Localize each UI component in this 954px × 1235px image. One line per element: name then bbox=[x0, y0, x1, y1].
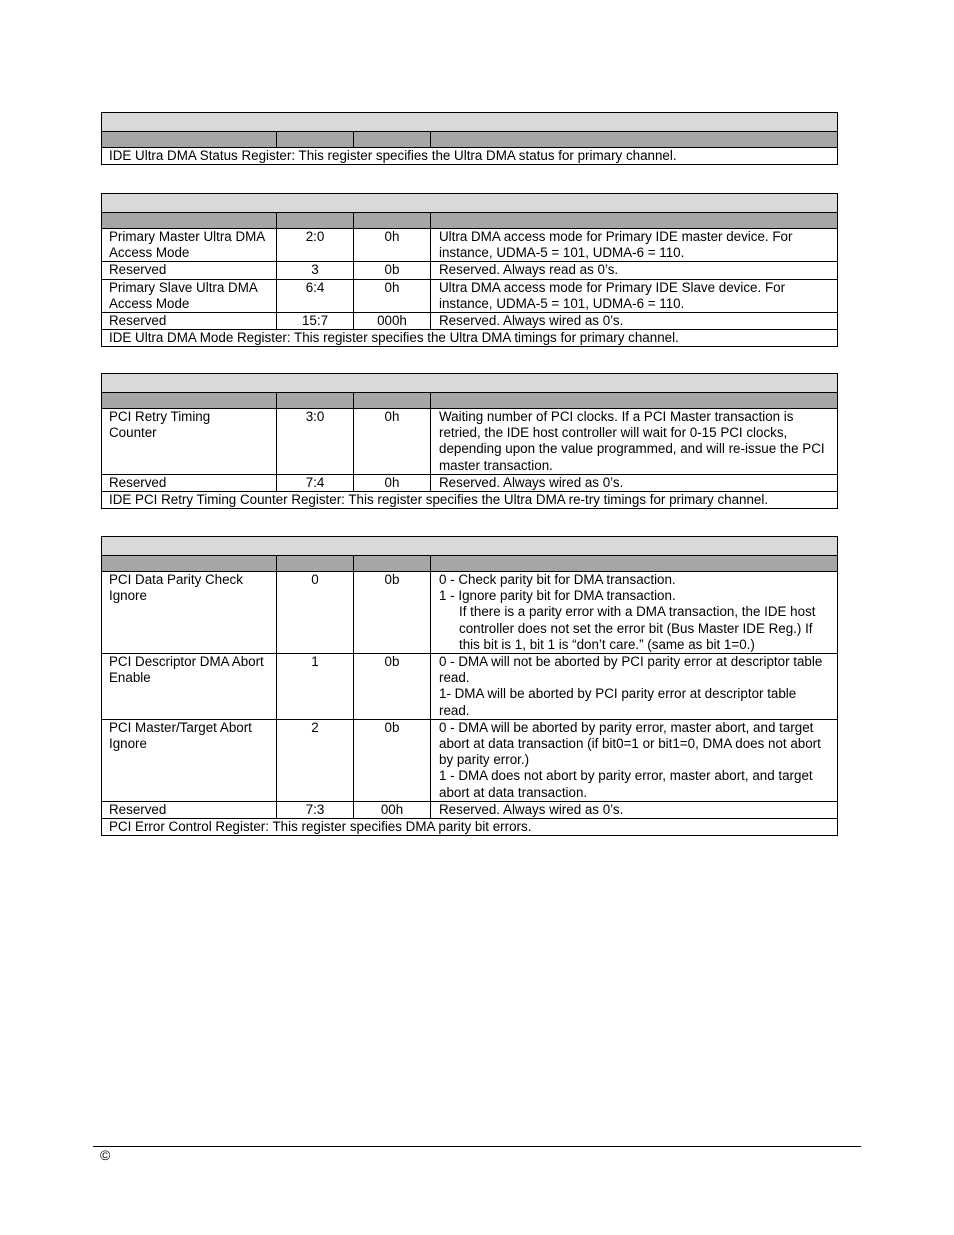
field-name: Primary Slave Ultra DMA Access Mode bbox=[102, 279, 277, 312]
table-row bbox=[102, 801, 838, 818]
field-bits: 0 bbox=[277, 572, 354, 654]
table-title-bar bbox=[102, 194, 838, 213]
field-name: Primary Master Ultra DMA Access Mode bbox=[102, 229, 277, 262]
field-name: Reserved bbox=[102, 801, 277, 818]
header-cell bbox=[102, 132, 277, 148]
description-line: 0 - DMA will not be aborted by PCI parity error at descriptor table read. bbox=[439, 654, 823, 686]
register-table-pci-error-control bbox=[101, 536, 838, 836]
description-line: 0 - Check parity bit for DMA transaction. bbox=[439, 572, 676, 587]
header-cell bbox=[102, 556, 277, 572]
header-cell bbox=[354, 556, 431, 572]
table-title-bar bbox=[102, 374, 838, 393]
header-cell bbox=[431, 556, 838, 572]
footer-rule bbox=[93, 1146, 861, 1147]
field-bits: 3:0 bbox=[277, 409, 354, 475]
field-bits: 2:0 bbox=[277, 229, 354, 262]
copyright-mark: © bbox=[100, 1147, 111, 1163]
table-row bbox=[102, 279, 838, 312]
field-default: 00h bbox=[354, 801, 431, 818]
table-footer-description: PCI Error Control Register: This register specifies DMA parity bit errors. bbox=[102, 819, 838, 836]
header-cell bbox=[277, 213, 354, 229]
field-default: 0h bbox=[354, 474, 431, 491]
header-cell bbox=[431, 393, 838, 409]
table-row bbox=[102, 572, 838, 654]
description-line: 1 - Ignore parity bit for DMA transaction. bbox=[439, 588, 676, 604]
description-line: 1- DMA will be aborted by PCI parity error at descriptor table read. bbox=[439, 686, 797, 718]
field-name: Reserved bbox=[102, 474, 277, 491]
field-bits: 7:4 bbox=[277, 474, 354, 491]
table-footer-description: IDE Ultra DMA Status Register: This register specifies the Ultra DMA status for primary channel. bbox=[102, 148, 838, 165]
field-description bbox=[431, 229, 838, 262]
field-default: 000h bbox=[354, 313, 431, 330]
table-footer-description: IDE PCI Retry Timing Counter Register: This register specifies the Ultra DMA re-try timings for primary channel. bbox=[102, 492, 838, 509]
field-default: 0h bbox=[354, 279, 431, 312]
table-title-bar bbox=[102, 537, 838, 556]
field-description bbox=[431, 262, 838, 279]
header-cell bbox=[277, 556, 354, 572]
field-description bbox=[431, 279, 838, 312]
field-description bbox=[431, 409, 838, 475]
field-bits: 1 bbox=[277, 654, 354, 720]
field-name: PCI Data Parity Check Ignore bbox=[102, 572, 277, 654]
header-cell bbox=[102, 393, 277, 409]
field-description bbox=[431, 801, 838, 818]
description-line: Reserved. Always wired as 0’s. bbox=[439, 474, 624, 490]
description-line: If there is a parity error with a DMA transaction, the IDE host controller does not set the error bit (Bus Master IDE Reg.) If this bit is 1, bit 1 is “don’t care.” (same as bit 1=0.) bbox=[459, 604, 816, 652]
field-description bbox=[431, 474, 838, 491]
description-line: Reserved. Always read as 0’s. bbox=[439, 262, 619, 278]
table-row bbox=[102, 409, 838, 475]
table-row bbox=[102, 313, 838, 330]
register-table-ultra-dma-status bbox=[101, 112, 838, 165]
header-cell bbox=[354, 213, 431, 229]
field-default: 0b bbox=[354, 572, 431, 654]
header-cell bbox=[431, 132, 838, 148]
table-footer-description: IDE Ultra DMA Mode Register: This register specifies the Ultra DMA timings for primary channel. bbox=[102, 330, 838, 347]
header-cell bbox=[354, 132, 431, 148]
description-line: Ultra DMA access mode for Primary IDE Slave device. For instance, UDMA-5 = 101, UDMA-6 = 110. bbox=[439, 279, 786, 311]
table-row bbox=[102, 719, 838, 801]
field-name: PCI Retry Timing Counter bbox=[102, 409, 277, 475]
table-row bbox=[102, 229, 838, 262]
field-name: PCI Master/Target Abort Ignore bbox=[102, 719, 277, 801]
field-default: 0b bbox=[354, 719, 431, 801]
field-default: 0h bbox=[354, 409, 431, 475]
field-description bbox=[431, 654, 838, 720]
description-line: Reserved. Always wired as 0’s. bbox=[439, 313, 624, 329]
field-name: PCI Descriptor DMA Abort Enable bbox=[102, 654, 277, 720]
description-line: 1 - DMA does not abort by parity error, master abort, and target abort at data transaction. bbox=[439, 768, 813, 800]
field-default: 0b bbox=[354, 262, 431, 279]
header-cell bbox=[431, 213, 838, 229]
field-bits: 15:7 bbox=[277, 313, 354, 330]
register-table-ultra-dma-mode bbox=[101, 193, 838, 347]
field-name: Reserved bbox=[102, 313, 277, 330]
field-description bbox=[431, 719, 838, 801]
field-default: 0h bbox=[354, 229, 431, 262]
field-bits: 3 bbox=[277, 262, 354, 279]
table-title-bar bbox=[102, 113, 838, 132]
header-cell bbox=[277, 132, 354, 148]
description-line: Ultra DMA access mode for Primary IDE master device. For instance, UDMA-5 = 101, UDMA-6 = 110. bbox=[439, 229, 793, 261]
field-bits: 7:3 bbox=[277, 801, 354, 818]
field-bits: 2 bbox=[277, 719, 354, 801]
field-bits: 6:4 bbox=[277, 279, 354, 312]
table-row bbox=[102, 474, 838, 491]
field-name: Reserved bbox=[102, 262, 277, 279]
table-row bbox=[102, 654, 838, 720]
header-cell bbox=[277, 393, 354, 409]
field-description bbox=[431, 572, 838, 654]
description-line: Waiting number of PCI clocks. If a PCI Master transaction is retried, the IDE host controller will wait for 0-15 PCI clocks, depending upon the value programmed, and will re-issue the PCI master transaction. bbox=[439, 409, 825, 473]
header-cell bbox=[102, 213, 277, 229]
description-line: Reserved. Always wired as 0’s. bbox=[439, 801, 624, 817]
register-table-pci-retry-timing bbox=[101, 373, 838, 509]
header-cell bbox=[354, 393, 431, 409]
field-default: 0b bbox=[354, 654, 431, 720]
field-description bbox=[431, 313, 838, 330]
description-line: 0 - DMA will be aborted by parity error, master abort, and target abort at data transaction (if bit0=1 or bit1=0, DMA does not abort by parity error.) bbox=[439, 719, 821, 768]
table-row bbox=[102, 262, 838, 279]
